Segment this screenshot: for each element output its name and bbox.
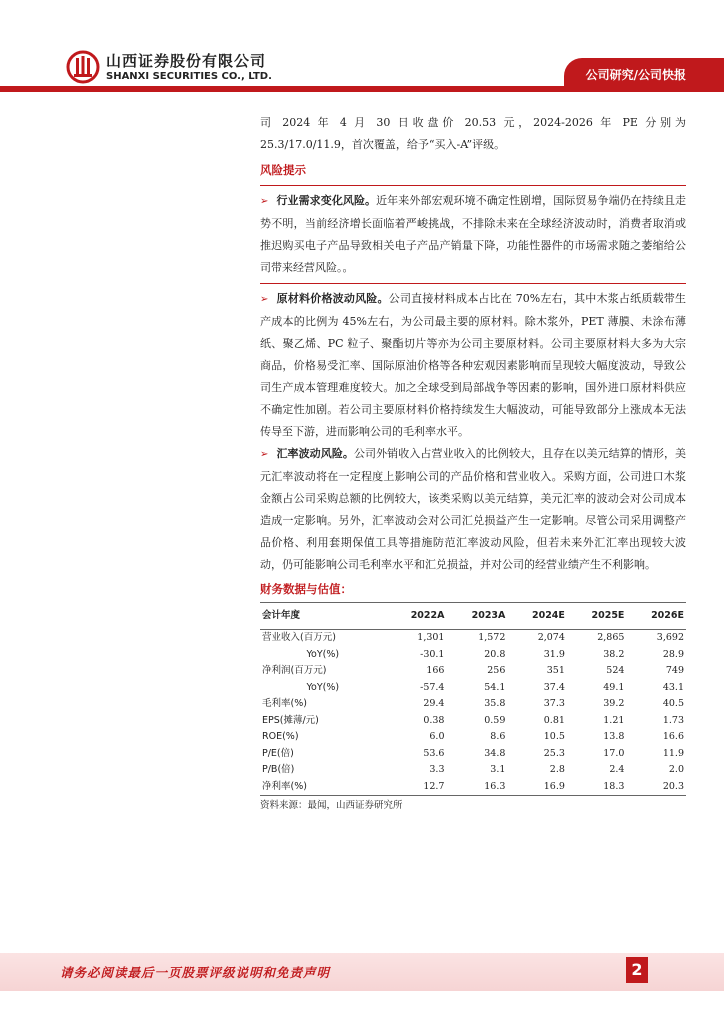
table-cell: -57.4 — [386, 680, 447, 697]
risk-item-materials — [260, 288, 686, 443]
table-header-row — [260, 603, 686, 630]
risk-item-head: 行业需求变化风险。 — [276, 194, 377, 207]
section-divider — [260, 283, 686, 284]
row-label: 净利润(百万元) — [262, 665, 327, 676]
table-cell: 49.1 — [567, 680, 627, 697]
intro-paragraph: 司 2024 年 4 月 30 日收盘价 20.53 元，2024-2026 年 PE 分别为 25.3/17.0/11.9，首次覆盖，给予“买入-A”评级。 — [260, 116, 686, 151]
table-row — [260, 663, 686, 680]
table-row — [260, 680, 686, 697]
footer-disclaimer: 请务必阅读最后一页股票评级说明和免责声明 — [60, 965, 331, 980]
table-cell: -30.1 — [386, 647, 447, 664]
column-header: 2024E — [507, 603, 567, 630]
main-content — [260, 112, 686, 813]
table-cell: 0.81 — [507, 713, 567, 730]
table-cell: 16.9 — [507, 779, 567, 796]
row-label: P/B(倍) — [262, 764, 295, 775]
column-header: 2022A — [386, 603, 447, 630]
table-cell: 17.0 — [567, 746, 627, 763]
table-cell: 16.3 — [446, 779, 507, 796]
table-row — [260, 729, 686, 746]
table-cell: 1.21 — [567, 713, 627, 730]
table-cell: 37.3 — [543, 698, 565, 709]
risk-item-body: 公司直接材料成本占比在 70%左右，其中木浆占纸质载带生产成本的比例为 45%左右，为公司最主要的原材料。除木浆外，PET 薄膜、未涂布薄纸、聚乙烯、PC 粒子、聚酯切片等亦为公司主要原材料。公司主要原材料大多为大宗商品，价格易受汇率、国际原油价格等各种宏观因素影响而呈现较大幅度波动，导致公司生产成本管理难度较大。加之全球受到局部战争等因素的影响，国外进口原材料供应不确定性加剧。若公司主要原材料价格持续发生大幅波动，可能导致部分上涨成本无法传导至下游，进而影响公司的毛利率水平。 — [260, 292, 686, 438]
arrow-bullet-icon: ➢ — [260, 196, 269, 207]
page-header — [0, 0, 724, 92]
row-label: 营业收入(百万元) — [262, 632, 336, 643]
risk-item-fx — [260, 443, 686, 576]
table-cell: 38.2 — [567, 647, 627, 664]
table-row — [260, 746, 686, 763]
table-cell: 8.6 — [490, 731, 506, 742]
table-cell: 1.73 — [626, 713, 686, 730]
table-cell: 54.1 — [446, 680, 507, 697]
table-cell: 166 — [426, 665, 445, 676]
column-header: 2025E — [567, 603, 627, 630]
table-cell: 2.4 — [609, 764, 625, 775]
table-cell: 10.5 — [543, 731, 565, 742]
table-cell: 749 — [665, 665, 684, 676]
row-label: EPS(摊薄/元) — [260, 713, 386, 730]
section-divider — [260, 185, 686, 186]
header-divider — [0, 86, 724, 92]
financials-table — [260, 602, 686, 796]
risk-item-head: 原材料价格波动风险。 — [276, 292, 389, 305]
table-cell: 1,572 — [478, 632, 506, 643]
table-row — [260, 647, 686, 664]
table-cell: 31.9 — [507, 647, 567, 664]
arrow-bullet-icon: ➢ — [260, 294, 269, 305]
table-cell: 13.8 — [603, 731, 625, 742]
table-cell: 35.8 — [484, 698, 506, 709]
table-cell: 256 — [487, 665, 506, 676]
row-label: YoY(%) — [260, 647, 386, 664]
row-label: YoY(%) — [260, 680, 386, 697]
table-row — [260, 713, 686, 730]
table-cell: 18.3 — [567, 779, 627, 796]
table-cell: 6.0 — [429, 731, 445, 742]
company-logo — [66, 50, 272, 84]
table-cell: 1,301 — [417, 632, 445, 643]
risk-item-body: 近年来外部宏观环境不确定性剧增，国际贸易争端仍在持续且走势不明，当前经济增长面临着严峻挑战，不排除未来在全球经济波动时，消费者取消或推迟购买电子产品导致相关电子产品产销量下降，功能性器件的市场需求随之萎缩给公司带来经营风险。。 — [260, 194, 687, 274]
arrow-bullet-icon: ➢ — [260, 449, 269, 460]
risk-item-industry — [260, 190, 686, 279]
company-name-cn: 山西证券股份有限公司 — [106, 51, 267, 70]
risk-item-head: 汇率波动风险。 — [276, 447, 354, 460]
column-header: 会计年度 — [260, 603, 386, 630]
table-cell: 40.5 — [662, 698, 684, 709]
table-cell: 20.8 — [446, 647, 507, 664]
row-label: 毛利率(%) — [262, 698, 307, 709]
table-cell: 0.59 — [446, 713, 507, 730]
column-header: 2023A — [446, 603, 507, 630]
data-source-note: 资料来源：最闻，山西证券研究所 — [260, 800, 403, 811]
row-label: 净利率(%) — [260, 779, 386, 796]
report-category-label: 公司研究/公司快报 — [585, 68, 686, 82]
table-cell: 28.9 — [626, 647, 686, 664]
table-row — [260, 696, 686, 713]
financials-title: 财务数据与估值： — [260, 582, 352, 596]
table-cell: 0.38 — [386, 713, 447, 730]
table-cell: 3.1 — [490, 764, 506, 775]
table-cell: 3,692 — [656, 632, 684, 643]
table-cell: 20.3 — [626, 779, 686, 796]
table-cell: 25.3 — [507, 746, 567, 763]
table-cell: 2.8 — [549, 764, 565, 775]
table-cell: 3.3 — [429, 764, 445, 775]
column-header: 2026E — [626, 603, 686, 630]
risk-item-body: 公司外销收入占营业收入的比例较大，且存在以美元结算的情形，美元汇率波动将在一定程度上影响公司的产品价格和营业收入。采购方面，公司进口木浆金额占公司采购总额的比例较大，该类采购以美元结算，美元汇率的波动会对公司成本造成一定影响。另外，汇率波动会对公司汇兑损益产生一定影响。尽管公司采用调整产品价格、利用套期保值工具等措施防范汇率波动风险，但若未来外汇汇率出现较大波动，仍可能影响公司毛利率水平和汇兑损益，并对公司的经营业绩产生不利影响。 — [260, 447, 687, 571]
table-cell: 2,074 — [537, 632, 565, 643]
table-cell: 16.6 — [662, 731, 684, 742]
table-cell: 2.0 — [668, 764, 684, 775]
table-cell: 34.8 — [446, 746, 507, 763]
table-cell: 2,865 — [597, 632, 625, 643]
company-name-en: SHANXI SECURITIES CO., LTD. — [106, 70, 272, 82]
row-label: P/E(倍) — [260, 746, 386, 763]
table-cell: 39.2 — [603, 698, 625, 709]
table-cell: 37.4 — [507, 680, 567, 697]
table-cell: 351 — [546, 665, 565, 676]
page-number: 2 — [626, 957, 648, 983]
table-cell: 29.4 — [423, 698, 445, 709]
table-cell: 11.9 — [626, 746, 686, 763]
table-row — [260, 630, 686, 647]
table-cell: 12.7 — [386, 779, 447, 796]
table-row — [260, 779, 686, 796]
table-cell: 524 — [606, 665, 625, 676]
row-label: ROE(%) — [262, 731, 299, 742]
table-cell: 43.1 — [626, 680, 686, 697]
risk-section-title: 风险提示 — [260, 163, 306, 177]
table-cell: 53.6 — [386, 746, 447, 763]
shanxi-securities-logo-icon — [66, 50, 100, 84]
table-row — [260, 762, 686, 779]
